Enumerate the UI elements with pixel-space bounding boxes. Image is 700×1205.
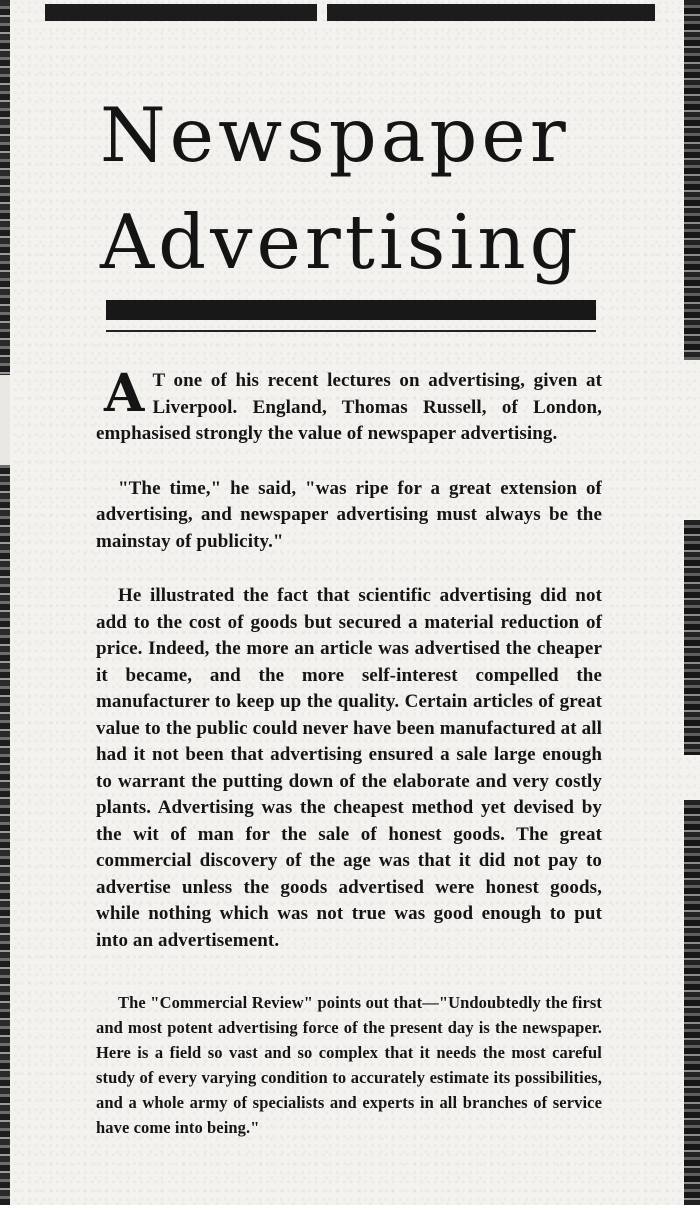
headline-rule-thin [106,330,596,332]
scan-edge-gap [0,375,10,465]
paragraph-intro [96,363,602,448]
paragraph-commercial-review: The "Commercial Review" points out that—"Undoubtedly the first and most potent advertising force of the present day is the newspaper. Here is a field so vast and so complex that it needs the most careful study of every varying condition to accurately estimate its possibilities, and a whole army of specialists and experts in all branches of service have come into being." [96,993,602,1137]
scan-edge-right-bottom [684,800,700,1205]
scan-edge-right-middle [684,520,700,755]
headline-line-2: Advertising [100,198,582,286]
drop-cap: A [104,363,145,424]
scan-edge-left [0,0,10,1205]
column-rule-top-right [327,4,655,21]
article-body [96,363,602,1168]
headline-line-1: Newspaper [100,91,570,179]
paragraph-quote: "The time," he said, "was ripe for a great extension of advertising, and newspaper advertising must always be the mainstay of publicity." [96,477,602,552]
paragraph-intro-text: T one of his recent lectures on advertising, given at Liverpool. England, Thomas Russell, of London, emphasised strongly the value of newspaper advertising. [96,370,602,444]
paragraph-main: He illustrated the fact that scientific advertising did not add to the cost of goods but secured a material reduction of price. Indeed, the more an article was advertised the cheaper it became, and the more self-interest compelled the manufacturer to keep up the quality. Certain articles of great value to the public could never have been manufactured at all had it not been that advertising ensured a sale large enough to warrant the putting down of the elaborate and very costly plants. Advertising was the cheapest method yet devised by the wit of man for the sale of honest goods. The great commercial discovery of the age was that it did not pay to advertise unless the goods advertised were honest goods, while nothing which was not true was good enough to put into an advertisement. [96,585,602,951]
scan-edge-right-top [684,0,700,360]
headline-rule-thick [106,300,596,320]
column-rule-top-left [45,4,317,21]
